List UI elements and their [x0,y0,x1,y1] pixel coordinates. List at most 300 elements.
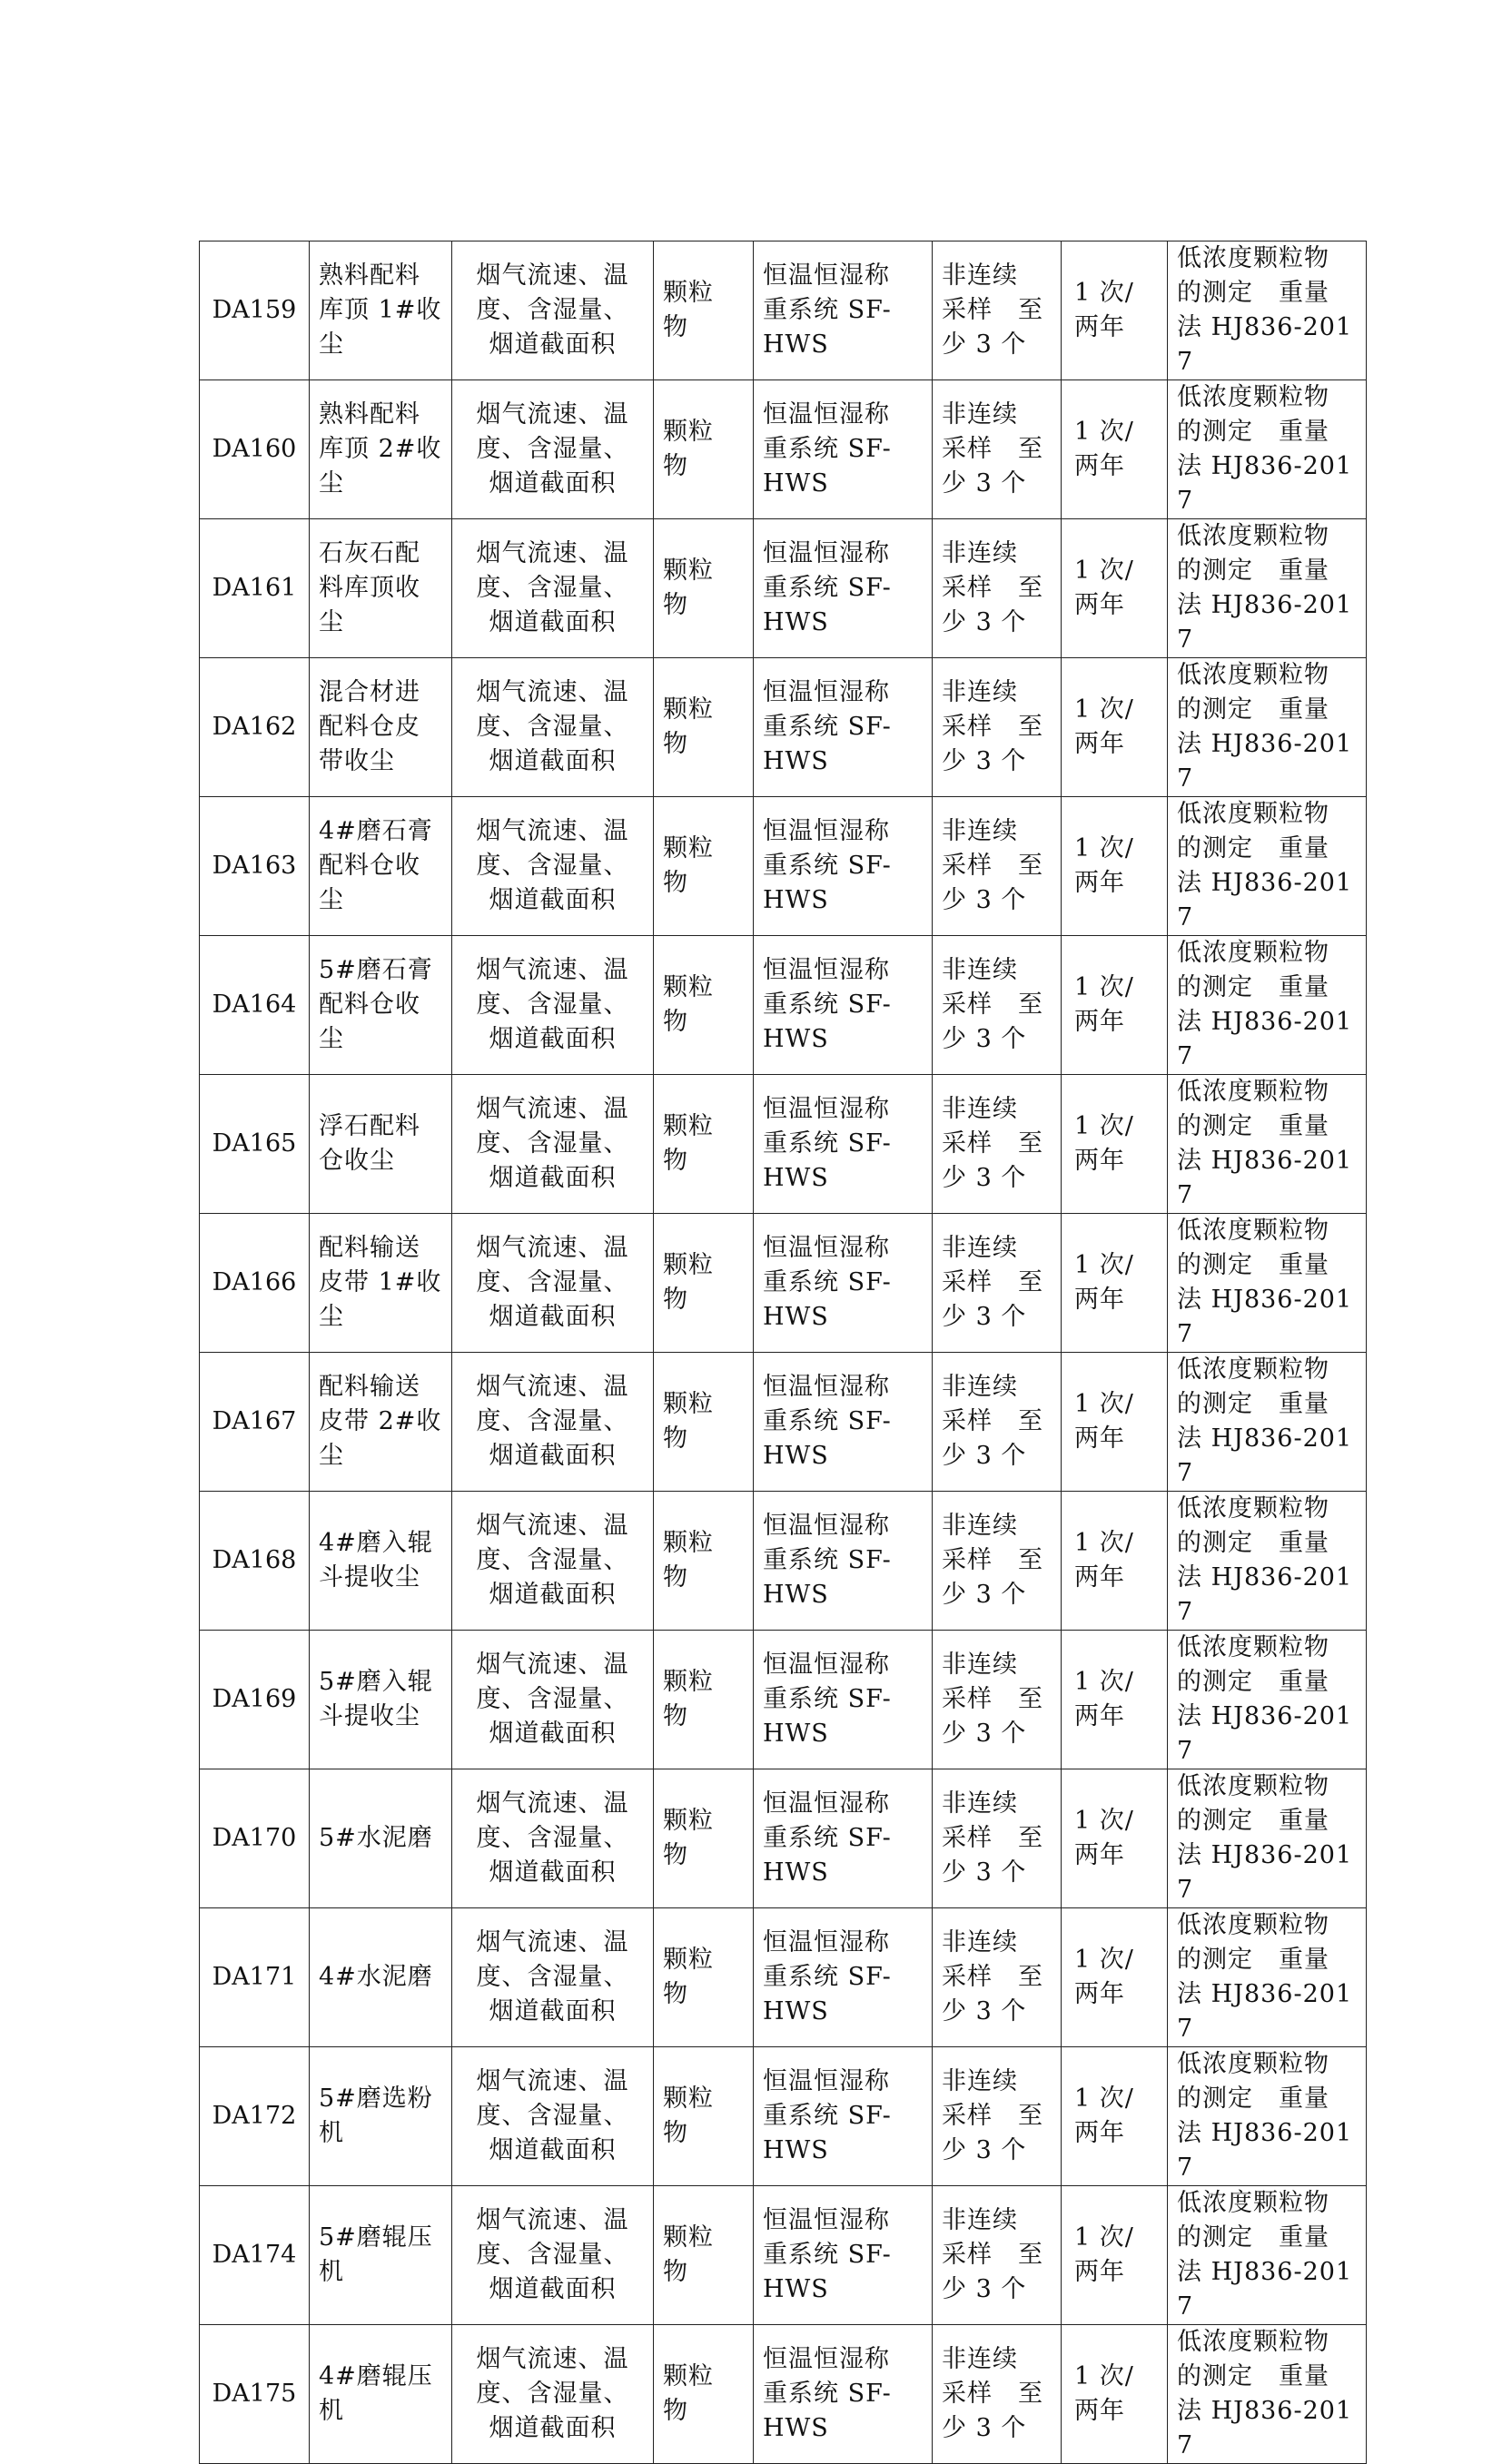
frequency-cell [1062,241,1168,380]
cell-text-line: 烟气流速、温 [476,539,629,567]
outlet-name-cell [310,2047,452,2186]
cell-text-line: 烟道截面积 [489,1997,617,2025]
instrument-cell [754,2047,933,2186]
sampling-method-cell [933,241,1062,380]
sampling-method-cell [933,380,1062,519]
instrument-cell [754,658,933,797]
cell-text-line: 的测定 重量 [1177,973,1329,1001]
cell-text-line: 度、含湿量、 [476,991,629,1019]
cell-text-line: 颗粒 [663,1946,714,1974]
cell-text-line: 1 次/ [1074,2223,1134,2252]
test-method-cell [1168,519,1367,658]
outlet-id-cell: DA174 [200,2186,310,2325]
frequency-cell [1062,658,1168,797]
table-row [200,2186,1367,2325]
cell-text-line: 库顶 1#收 [319,296,442,324]
pollutant-cell [654,1631,754,1769]
cell-text-line: 重系统 SF- [763,1129,892,1158]
cell-text-line: 1 次/ [1074,1112,1134,1140]
cell-text-line: 1 次/ [1074,1390,1134,1418]
cell-text-line: 两年 [1074,1147,1125,1175]
cell-text-line: 度、含湿量、 [476,713,629,741]
cell-text-line: 度、含湿量、 [476,1824,629,1852]
cell-text-line: 的测定 重量 [1177,557,1329,585]
cell-text-line: 度、含湿量、 [476,1685,629,1713]
cell-text-line: 两年 [1074,1980,1125,2008]
sampling-method-cell [933,1908,1062,2047]
outlet-id-cell: DA159 [200,241,310,380]
instrument-cell [754,380,933,519]
cell-text-line: 仓收尘 [319,1147,395,1175]
outlet-name-cell [310,1492,452,1631]
frequency-cell [1062,2186,1168,2325]
cell-text-line: 烟气流速、温 [476,1095,629,1123]
parameters-cell [452,658,654,797]
cell-text-line: 低浓度颗粒物 [1177,1355,1329,1384]
cell-text-line: HWS [763,1720,829,1748]
cell-text-line: 两年 [1074,2397,1125,2425]
outlet-name-cell [310,2325,452,2464]
cell-text-line: 恒温恒湿称 [763,817,890,845]
cell-text-line: 恒温恒湿称 [763,1651,890,1679]
cell-text-line: 烟道截面积 [489,469,617,498]
table-row [200,1492,1367,1631]
cell-text-line: HWS [763,2136,829,2164]
cell-text-line: 1 次/ [1074,1807,1134,1835]
cell-text-line: 尘 [319,608,344,636]
cell-text-line: 烟道截面积 [489,1164,617,1192]
outlet-name-cell [310,1214,452,1353]
cell-text-line: 浮石配料 [319,1112,420,1140]
parameters-cell [452,2047,654,2186]
cell-text-line: 带收尘 [319,747,395,775]
frequency-cell [1062,1492,1168,1631]
cell-text-line: 度、含湿量、 [476,1407,629,1435]
parameters-cell [452,241,654,380]
test-method-cell [1168,1214,1367,1353]
cell-text-line: 重系统 SF- [763,1685,892,1713]
cell-text-line: 物 [663,730,688,758]
cell-text-line: 非连续 [942,956,1018,984]
cell-text-line: HWS [763,747,829,775]
test-method-cell [1168,241,1367,380]
cell-text-line: 的测定 重量 [1177,418,1329,446]
cell-text-line: 1 次/ [1074,834,1134,862]
cell-text-line: 度、含湿量、 [476,574,629,602]
frequency-cell [1062,2047,1168,2186]
cell-text-line: 尘 [319,330,344,359]
cell-text-line: 非连续 [942,817,1018,845]
outlet-name-cell [310,380,452,519]
outlet-name-cell [310,2186,452,2325]
parameters-cell [452,380,654,519]
cell-text-line: 尘 [319,1025,344,1053]
outlet-id-cell: DA170 [200,1769,310,1908]
cell-text-line: 恒温恒湿称 [763,1373,890,1401]
cell-text-line: 采样 至 [942,1546,1043,1574]
cell-text-line: 1 次/ [1074,1946,1134,1974]
parameters-cell [452,1492,654,1631]
frequency-cell [1062,519,1168,658]
cell-text-line: 重系统 SF- [763,1824,892,1852]
parameters-cell [452,1214,654,1353]
frequency-cell [1062,1769,1168,1908]
cell-text-line: 采样 至 [942,852,1043,880]
instrument-cell [754,1353,933,1492]
cell-text-line: 度、含湿量、 [476,2380,629,2408]
cell-text-line: 少 3 个 [942,1025,1027,1053]
cell-text-line: 低浓度颗粒物 [1177,1772,1329,1800]
cell-text-line: 重系统 SF- [763,1407,892,1435]
instrument-cell [754,2325,933,2464]
cell-text-line: HWS [763,1303,829,1331]
cell-text-line: 两年 [1074,1008,1125,1036]
pollutant-cell [654,936,754,1075]
cell-text-line: 法 HJ836-2017 [1177,452,1353,515]
parameters-cell [452,1075,654,1214]
cell-text-line: 恒温恒湿称 [763,261,890,290]
cell-text-line: 低浓度颗粒物 [1177,661,1329,689]
cell-text-line: 恒温恒湿称 [763,539,890,567]
cell-text-line: 5#磨石膏 [319,956,433,984]
cell-text-line: 恒温恒湿称 [763,1928,890,1956]
cell-text-line: 重系统 SF- [763,991,892,1019]
cell-text-line: 采样 至 [942,435,1043,463]
cell-text-line: 烟气流速、温 [476,678,629,706]
cell-text-line: 采样 至 [942,1824,1043,1852]
sampling-method-cell [933,1492,1062,1631]
cell-text-line: 法 HJ836-2017 [1177,1980,1353,2043]
cell-text-line: 低浓度颗粒物 [1177,1633,1329,1661]
cell-text-line: 两年 [1074,452,1125,480]
test-method-cell [1168,1631,1367,1769]
cell-text-line: 机 [319,2397,344,2425]
cell-text-line: 少 3 个 [942,2275,1027,2303]
cell-text-line: 物 [663,1702,688,1730]
cell-text-line: HWS [763,1164,829,1192]
cell-text-line: 物 [663,1563,688,1592]
cell-text-line: 恒温恒湿称 [763,1095,890,1123]
cell-text-line: 低浓度颗粒物 [1177,522,1329,550]
outlet-id-cell: DA163 [200,797,310,936]
cell-text-line: 重系统 SF- [763,1546,892,1574]
cell-text-line: 皮带 1#收 [319,1268,442,1296]
pollutant-cell [654,2047,754,2186]
cell-text-line: 少 3 个 [942,1720,1027,1748]
cell-text-line: 烟道截面积 [489,1442,617,1470]
cell-text-line: 烟道截面积 [489,1858,617,1887]
cell-text-line: 5#磨辊压 [319,2223,433,2252]
cell-text-line: 5#水泥磨 [319,1824,433,1852]
test-method-cell [1168,2186,1367,2325]
cell-text-line: 的测定 重量 [1177,834,1329,862]
cell-text-line: 少 3 个 [942,2136,1027,2164]
cell-text-line: 烟气流速、温 [476,261,629,290]
cell-text-line: 烟道截面积 [489,2275,617,2303]
cell-text-line: 烟气流速、温 [476,1234,629,1262]
instrument-cell [754,1492,933,1631]
cell-text-line: 采样 至 [942,1129,1043,1158]
test-method-cell [1168,2047,1367,2186]
test-method-cell [1168,1492,1367,1631]
outlet-name-cell [310,1631,452,1769]
frequency-cell [1062,797,1168,936]
cell-text-line: 度、含湿量、 [476,296,629,324]
cell-text-line: 颗粒 [663,1529,714,1557]
cell-text-line: 烟道截面积 [489,747,617,775]
cell-text-line: 机 [319,2119,344,2147]
table-row [200,1075,1367,1214]
cell-text-line: 重系统 SF- [763,2241,892,2269]
test-method-cell [1168,1769,1367,1908]
cell-text-line: 4#水泥磨 [319,1963,433,1991]
cell-text-line: 1 次/ [1074,279,1134,307]
cell-text-line: 1 次/ [1074,1529,1134,1557]
instrument-cell [754,519,933,658]
cell-text-line: HWS [763,1025,829,1053]
table-row [200,1214,1367,1353]
pollutant-cell [654,2186,754,2325]
pollutant-cell [654,1492,754,1631]
cell-text-line: 度、含湿量、 [476,1268,629,1296]
cell-text-line: 颗粒 [663,1807,714,1835]
outlet-name-cell [310,658,452,797]
cell-text-line: 采样 至 [942,2102,1043,2130]
cell-text-line: 采样 至 [942,1407,1043,1435]
cell-text-line: 熟料配料 [319,400,420,429]
cell-text-line: 度、含湿量、 [476,435,629,463]
cell-text-line: 的测定 重量 [1177,1668,1329,1696]
outlet-name-cell [310,1908,452,2047]
parameters-cell [452,2325,654,2464]
cell-text-line: 烟气流速、温 [476,1651,629,1679]
cell-text-line: 非连续 [942,400,1018,429]
cell-text-line: 恒温恒湿称 [763,2067,890,2095]
pollutant-cell [654,1908,754,2047]
cell-text-line: 法 HJ836-2017 [1177,2258,1353,2321]
cell-text-line: 少 3 个 [942,886,1027,914]
cell-text-line: 斗提收尘 [319,1702,420,1730]
cell-text-line: 的测定 重量 [1177,1529,1329,1557]
cell-text-line: 的测定 重量 [1177,2085,1329,2113]
cell-text-line: 烟气流速、温 [476,2067,629,2095]
cell-text-line: 恒温恒湿称 [763,1512,890,1540]
cell-text-line: 法 HJ836-2017 [1177,1702,1353,1765]
cell-text-line: 法 HJ836-2017 [1177,591,1353,654]
cell-text-line: 少 3 个 [942,1858,1027,1887]
cell-text-line: 少 3 个 [942,608,1027,636]
cell-text-line: 物 [663,1841,688,1869]
sampling-method-cell [933,519,1062,658]
instrument-cell [754,1908,933,2047]
outlet-id-cell: DA167 [200,1353,310,1492]
frequency-cell [1062,380,1168,519]
frequency-cell [1062,1214,1168,1353]
cell-text-line: 少 3 个 [942,747,1027,775]
cell-text-line: 烟气流速、温 [476,1512,629,1540]
cell-text-line: 物 [663,1147,688,1175]
cell-text-line: 采样 至 [942,2241,1043,2269]
cell-text-line: 尘 [319,1303,344,1331]
cell-text-line: 物 [663,313,688,341]
cell-text-line: 法 HJ836-2017 [1177,1008,1353,1070]
frequency-cell [1062,2325,1168,2464]
cell-text-line: 的测定 重量 [1177,279,1329,307]
table-row [200,380,1367,519]
cell-text-line: 采样 至 [942,1685,1043,1713]
sampling-method-cell [933,2186,1062,2325]
cell-text-line: 颗粒 [663,2362,714,2390]
cell-text-line: 烟气流速、温 [476,1373,629,1401]
table-row [200,1353,1367,1492]
outlet-id-cell: DA160 [200,380,310,519]
cell-text-line: 两年 [1074,1841,1125,1869]
cell-text-line: 的测定 重量 [1177,1251,1329,1279]
cell-text-line: 恒温恒湿称 [763,400,890,429]
cell-text-line: 的测定 重量 [1177,1946,1329,1974]
cell-text-line: 5#磨入辊 [319,1668,433,1696]
cell-text-line: 烟道截面积 [489,1025,617,1053]
cell-text-line: 低浓度颗粒物 [1177,2050,1329,2078]
instrument-cell [754,1769,933,1908]
outlet-name-cell [310,797,452,936]
pollutant-cell [654,2325,754,2464]
cell-text-line: 少 3 个 [942,469,1027,498]
cell-text-line: 低浓度颗粒物 [1177,1078,1329,1106]
cell-text-line: 低浓度颗粒物 [1177,939,1329,967]
cell-text-line: 采样 至 [942,991,1043,1019]
cell-text-line: 重系统 SF- [763,435,892,463]
cell-text-line: 法 HJ836-2017 [1177,1563,1353,1626]
cell-text-line: HWS [763,1581,829,1609]
cell-text-line: 重系统 SF- [763,2102,892,2130]
cell-text-line: 配料输送 [319,1234,420,1262]
sampling-method-cell [933,2325,1062,2464]
cell-text-line: 度、含湿量、 [476,852,629,880]
cell-text-line: 配料仓皮 [319,713,420,741]
table-row [200,241,1367,380]
cell-text-line: 法 HJ836-2017 [1177,313,1353,376]
cell-text-line: 两年 [1074,869,1125,897]
cell-text-line: 度、含湿量、 [476,1129,629,1158]
instrument-cell [754,1631,933,1769]
frequency-cell [1062,936,1168,1075]
cell-text-line: 低浓度颗粒物 [1177,1217,1329,1245]
cell-text-line: 低浓度颗粒物 [1177,2328,1329,2356]
outlet-name-cell [310,1353,452,1492]
cell-text-line: HWS [763,2275,829,2303]
outlet-id-cell: DA165 [200,1075,310,1214]
table-row [200,936,1367,1075]
test-method-cell [1168,658,1367,797]
outlet-name-cell [310,519,452,658]
cell-text-line: 物 [663,2119,688,2147]
cell-text-line: 颗粒 [663,1390,714,1418]
cell-text-line: 物 [663,1980,688,2008]
cell-text-line: 物 [663,1286,688,1314]
cell-text-line: 物 [663,1008,688,1036]
cell-text-line: 烟道截面积 [489,330,617,359]
pollutant-cell [654,1353,754,1492]
cell-text-line: 重系统 SF- [763,1963,892,1991]
cell-text-line: 低浓度颗粒物 [1177,800,1329,828]
pollutant-cell [654,241,754,380]
sampling-method-cell [933,1631,1062,1769]
cell-text-line: 颗粒 [663,2223,714,2252]
test-method-cell [1168,1075,1367,1214]
pollutant-cell [654,1214,754,1353]
sampling-method-cell [933,797,1062,936]
cell-text-line: 的测定 重量 [1177,1807,1329,1835]
table-row [200,2047,1367,2186]
cell-text-line: 颗粒 [663,2085,714,2113]
parameters-cell [452,2186,654,2325]
instrument-cell [754,1214,933,1353]
cell-text-line: 重系统 SF- [763,852,892,880]
cell-text-line: 非连续 [942,1234,1018,1262]
cell-text-line: 重系统 SF- [763,713,892,741]
cell-text-line: 尘 [319,886,344,914]
cell-text-line: 非连续 [942,1512,1018,1540]
cell-text-line: 混合材进 [319,678,420,706]
cell-text-line: 4#磨辊压 [319,2362,433,2390]
cell-text-line: 烟气流速、温 [476,817,629,845]
outlet-id-cell: DA162 [200,658,310,797]
cell-text-line: 少 3 个 [942,2414,1027,2442]
frequency-cell [1062,1908,1168,2047]
cell-text-line: 烟气流速、温 [476,1789,629,1818]
cell-text-line: 配料仓收 [319,991,420,1019]
frequency-cell [1062,1353,1168,1492]
cell-text-line: HWS [763,1858,829,1887]
parameters-cell [452,936,654,1075]
outlet-id-cell: DA169 [200,1631,310,1769]
cell-text-line: 颗粒 [663,418,714,446]
cell-text-line: 尘 [319,1442,344,1470]
cell-text-line: 重系统 SF- [763,2380,892,2408]
cell-text-line: 重系统 SF- [763,1268,892,1296]
cell-text-line: 两年 [1074,313,1125,341]
table-row [200,2325,1367,2464]
cell-text-line: 少 3 个 [942,1442,1027,1470]
cell-text-line: 采样 至 [942,713,1043,741]
cell-text-line: 料库顶收 [319,574,420,602]
test-method-cell [1168,380,1367,519]
cell-text-line: 非连续 [942,678,1018,706]
table-row [200,797,1367,936]
sampling-method-cell [933,1769,1062,1908]
cell-text-line: 库顶 2#收 [319,435,442,463]
cell-text-line: 非连续 [942,1095,1018,1123]
cell-text-line: 恒温恒湿称 [763,956,890,984]
outlet-id-cell: DA172 [200,2047,310,2186]
outlet-id-cell: DA171 [200,1908,310,2047]
cell-text-line: 两年 [1074,1424,1125,1453]
sampling-method-cell [933,658,1062,797]
cell-text-line: 重系统 SF- [763,296,892,324]
cell-text-line: 烟道截面积 [489,608,617,636]
cell-text-line: 恒温恒湿称 [763,2345,890,2373]
cell-text-line: 尘 [319,469,344,498]
instrument-cell [754,797,933,936]
parameters-cell [452,1769,654,1908]
cell-text-line: 度、含湿量、 [476,1546,629,1574]
cell-text-line: 物 [663,591,688,619]
sampling-method-cell [933,1214,1062,1353]
cell-text-line: 1 次/ [1074,973,1134,1001]
cell-text-line: 颗粒 [663,557,714,585]
cell-text-line: 配料输送 [319,1373,420,1401]
